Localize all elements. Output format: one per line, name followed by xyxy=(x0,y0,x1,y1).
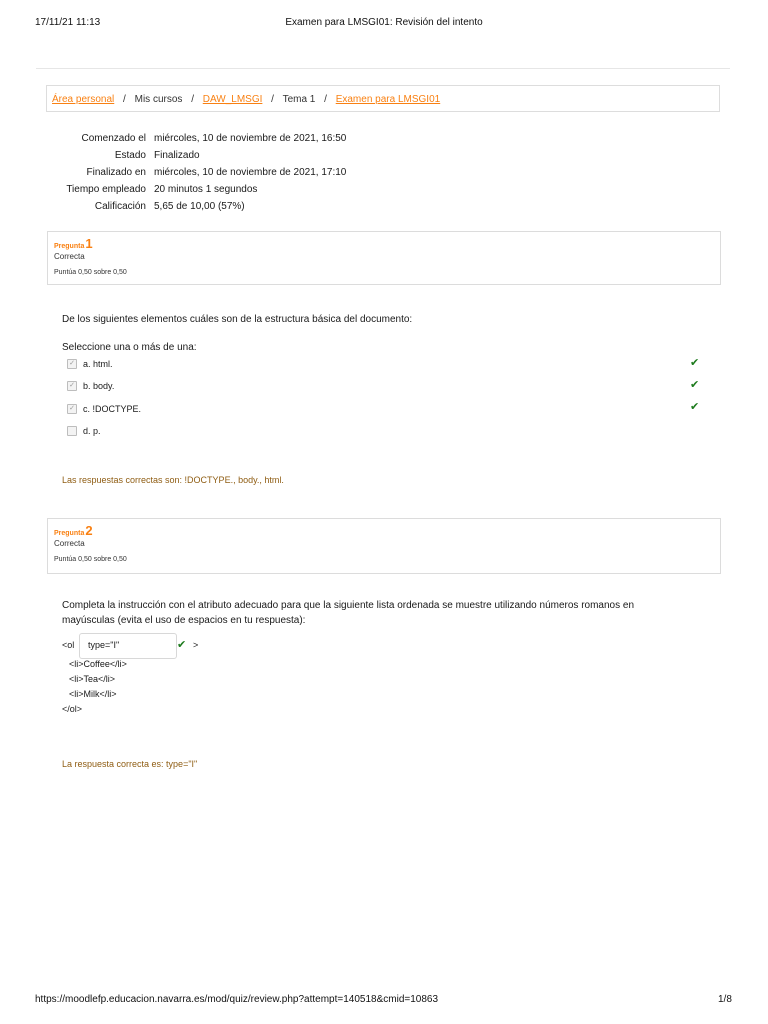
code-close-bracket: > xyxy=(193,640,199,650)
question-label: Pregunta xyxy=(54,243,85,250)
code-line: <li>Tea</li> xyxy=(69,674,116,684)
summary-label: Estado xyxy=(114,150,146,161)
question-number xyxy=(54,235,93,253)
summary-value: 5,65 de 10,00 (57%) xyxy=(154,201,245,212)
code-end-tag: </ol> xyxy=(62,704,83,714)
breadcrumb-link-quiz[interactable]: Examen para LMSGI01 xyxy=(335,94,441,105)
attempt-summary-table xyxy=(60,130,346,215)
answer-option-d[interactable] xyxy=(67,426,101,440)
breadcrumb-separator: / xyxy=(324,94,327,105)
check-icon: ✔ xyxy=(690,357,700,369)
breadcrumb-separator: / xyxy=(271,94,274,105)
summary-row-time-taken xyxy=(60,181,346,198)
answer-label: b. body. xyxy=(83,381,115,391)
checkbox-icon[interactable] xyxy=(67,426,77,436)
question-1-feedback: Las respuestas correctas son: !DOCTYPE., body., html. xyxy=(62,475,284,485)
question-2-text-line: Completa la instrucción con el atributo adecuado para que la siguiente lista ordenada se muestre utilizando números romanos en xyxy=(62,600,635,611)
print-page-title: Examen para LMSGI01: Revisión del intento xyxy=(285,17,483,28)
checkbox-checked-icon[interactable]: ✓ xyxy=(67,381,77,391)
check-icon: ✔ xyxy=(690,379,700,391)
question-2-text xyxy=(62,598,634,628)
header-divider xyxy=(36,68,730,69)
summary-label: Calificación xyxy=(94,201,146,212)
question-grade: Puntúa 0,50 sobre 0,50 xyxy=(54,269,127,276)
check-icon: ✔ xyxy=(690,401,700,413)
question-number xyxy=(54,522,93,540)
checkbox-checked-icon[interactable]: ✓ xyxy=(67,359,77,369)
summary-label: Tiempo empleado xyxy=(66,184,146,195)
question-grade: Puntúa 0,50 sobre 0,50 xyxy=(54,556,127,563)
code-open-tag: <ol xyxy=(62,640,75,650)
answer-input[interactable]: type="I" xyxy=(79,633,177,659)
summary-label: Comenzado el xyxy=(81,133,146,144)
summary-value: Finalizado xyxy=(154,150,200,161)
code-line: <li>Milk</li> xyxy=(69,689,117,699)
summary-label: Finalizado en xyxy=(86,167,146,178)
check-icon: ✔ xyxy=(177,639,187,651)
breadcrumb-link-course[interactable]: DAW_LMSGI xyxy=(202,94,263,105)
summary-value: miércoles, 10 de noviembre de 2021, 16:50 xyxy=(154,133,347,144)
question-2-text-line: mayúsculas (evita el uso de espacios en tu respuesta): xyxy=(62,615,306,626)
question-number-value: 1 xyxy=(85,236,93,251)
answer-option-b[interactable] xyxy=(67,381,114,395)
print-datetime: 17/11/21 11:13 xyxy=(35,17,101,28)
checkbox-checked-icon[interactable]: ✓ xyxy=(67,404,77,414)
print-page-number: 1/8 xyxy=(718,994,732,1005)
breadcrumb-separator: / xyxy=(123,94,126,105)
question-label: Pregunta xyxy=(54,530,85,537)
question-number-value: 2 xyxy=(85,523,93,538)
breadcrumb-item-mis-cursos: Mis cursos xyxy=(134,94,183,105)
question-2-info xyxy=(47,518,721,574)
question-1-info xyxy=(47,231,721,285)
question-state: Correcta xyxy=(54,539,85,548)
question-1-text: De los siguientes elementos cuáles son de la estructura básica del documento: xyxy=(62,314,413,325)
summary-row-grade xyxy=(60,198,346,215)
print-url: https://moodlefp.educacion.navarra.es/mod/quiz/review.php?attempt=140518&cmid=10863 xyxy=(35,994,439,1005)
summary-value: miércoles, 10 de noviembre de 2021, 17:10 xyxy=(154,167,347,178)
question-1-prompt: Seleccione una o más de una: xyxy=(62,342,197,353)
answer-label: d. p. xyxy=(83,426,101,436)
answer-option-a[interactable] xyxy=(67,359,113,373)
summary-row-finished xyxy=(60,164,346,181)
code-line: <li>Coffee</li> xyxy=(69,659,127,669)
answer-label: c. !DOCTYPE. xyxy=(83,404,142,414)
breadcrumb-separator: / xyxy=(191,94,194,105)
answer-option-c[interactable] xyxy=(67,404,141,418)
summary-row-started xyxy=(60,130,346,147)
breadcrumb-link-area-personal[interactable]: Área personal xyxy=(52,94,115,105)
breadcrumb xyxy=(46,85,720,112)
breadcrumb-item-tema: Tema 1 xyxy=(282,94,316,105)
question-state: Correcta xyxy=(54,252,85,261)
summary-value: 20 minutos 1 segundos xyxy=(154,184,258,195)
answer-label: a. html. xyxy=(83,359,113,369)
summary-row-state xyxy=(60,147,346,164)
question-2-feedback: La respuesta correcta es: type="I" xyxy=(62,759,198,769)
